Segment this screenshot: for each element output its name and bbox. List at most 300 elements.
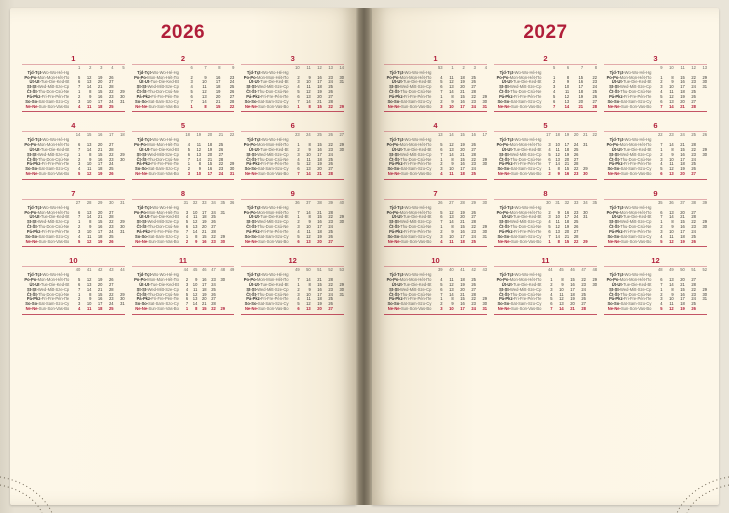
- day-number: 28: [211, 301, 216, 307]
- day-label: Čt-Št-Thu-Don-Csú-Ne: [26, 156, 70, 162]
- day-number: 14: [449, 151, 454, 157]
- week-number: 3: [100, 65, 103, 70]
- day-number: 19: [564, 151, 570, 157]
- day-number: 16: [97, 93, 103, 99]
- day-number: 1: [550, 277, 553, 283]
- day-number: [476, 172, 487, 177]
- month-number: 6: [653, 121, 658, 131]
- day-number: 21: [97, 214, 103, 220]
- week-number: 30: [108, 199, 114, 205]
- month-table: [384, 66, 487, 109]
- day-number: 1: [660, 74, 663, 80]
- day-number: 7: [440, 151, 443, 157]
- day-number: [225, 240, 234, 245]
- day-number: 13: [669, 277, 674, 283]
- day-number: 27: [691, 98, 696, 104]
- day-number: 9: [451, 228, 454, 234]
- day-number: 10: [449, 233, 454, 239]
- week-number: 36: [229, 199, 235, 205]
- month-rule-top: [384, 266, 487, 267]
- month-rule-top: [494, 199, 597, 200]
- sunday-row: [604, 307, 707, 312]
- day-label: Ne-Ne-Sun-Son-Vas-Bo: [135, 305, 179, 311]
- week-number: 3: [473, 65, 476, 70]
- week-number: 26: [437, 199, 443, 205]
- day-number: 16: [202, 238, 207, 244]
- week-number: 36: [295, 199, 300, 205]
- day-number: 11: [193, 286, 198, 292]
- day-number: 17: [680, 228, 685, 234]
- day-number: 22: [211, 305, 216, 311]
- day-number: 24: [218, 171, 224, 177]
- day-number: 19: [460, 281, 465, 287]
- day-label: Čt-Št-Thu-Don-Csú-Ne: [609, 89, 652, 95]
- day-number: 23: [581, 281, 586, 287]
- day-number: 21: [570, 305, 575, 311]
- day-number: 9: [308, 219, 311, 225]
- day-number: 18: [570, 291, 575, 297]
- day-number: 26: [691, 93, 696, 99]
- week-number: 39: [328, 199, 333, 205]
- month-block-right-6: [604, 121, 707, 179]
- month-block-left-5: [132, 121, 235, 179]
- day-number: 12: [192, 219, 198, 225]
- day-number: 26: [328, 301, 333, 307]
- day-label: Ne-Ne-Sun-Son-Vas-Bo: [497, 305, 542, 311]
- week-number: 13: [437, 132, 443, 138]
- day-number: 3: [185, 209, 189, 215]
- day-number: 11: [196, 142, 202, 148]
- week-number: 47: [581, 267, 586, 273]
- week-number: 21: [218, 132, 224, 138]
- month-table: [494, 133, 597, 176]
- left-page-year: 2026: [160, 22, 206, 43]
- day-number: 6: [440, 84, 443, 90]
- day-label: Ne-Ne-Sun-Son-Vas-Bo: [25, 238, 70, 244]
- day-label: Út-Ut-Tue-Die-Ked-Bt: [139, 214, 179, 220]
- day-number: 30: [702, 151, 707, 157]
- day-number: 17: [207, 171, 213, 177]
- month-number: 8: [543, 188, 548, 198]
- day-number: 26: [108, 238, 114, 244]
- month-block-right-8: [494, 189, 597, 247]
- day-number: 22: [108, 291, 114, 297]
- day-number: 18: [460, 277, 465, 283]
- day-number: 9: [89, 93, 92, 99]
- day-number: 25: [211, 214, 216, 220]
- day-number: 29: [339, 214, 345, 220]
- day-number: 16: [680, 151, 685, 157]
- day-number: 20: [564, 156, 570, 162]
- day-number: 6: [185, 224, 189, 230]
- day-number: 6: [660, 277, 663, 283]
- month-rule-bottom: [241, 179, 344, 180]
- day-number: 15: [460, 156, 465, 162]
- day-number: 18: [680, 233, 685, 239]
- day-number: 3: [190, 79, 193, 85]
- month-block-right-1: [384, 54, 487, 112]
- day-number: 23: [573, 171, 579, 177]
- day-number: 2: [548, 209, 551, 215]
- day-number: 16: [97, 296, 103, 302]
- day-number: 24: [471, 103, 476, 109]
- day-number: 30: [220, 238, 226, 244]
- week-number: 30: [546, 199, 551, 205]
- day-number: 22: [211, 233, 216, 239]
- day-number: 18: [215, 84, 221, 90]
- day-number: 28: [573, 233, 579, 239]
- day-number: 17: [97, 301, 103, 307]
- day-number: 11: [87, 233, 92, 239]
- day-number: 6: [185, 296, 189, 302]
- day-number: 20: [460, 286, 465, 292]
- day-number: [476, 240, 487, 245]
- day-number: 25: [471, 74, 476, 80]
- day-number: 13: [86, 79, 92, 85]
- day-number: 14: [202, 98, 207, 104]
- day-number: 24: [471, 233, 476, 239]
- day-label: Tjd-Tçt-Wo-Wo-Hé-Hg: [609, 137, 652, 143]
- day-number: 26: [592, 93, 597, 99]
- day-label: St-St-Wed-Mitt-Sze-Cp: [246, 286, 289, 292]
- day-number: 11: [449, 277, 454, 283]
- day-number: 26: [471, 79, 476, 85]
- day-number: 21: [317, 98, 322, 104]
- day-number: 2: [660, 224, 663, 230]
- day-number: 7: [440, 89, 443, 95]
- day-number: 6: [190, 93, 193, 99]
- day-number: 20: [680, 98, 685, 104]
- month-table: [241, 133, 344, 176]
- week-number: 10: [669, 65, 674, 70]
- day-label: Út-Ut-Tue-Die-Ked-Bt: [611, 146, 652, 152]
- day-number: 2: [297, 74, 300, 80]
- month-block-left-6: [241, 121, 344, 179]
- day-label: St-St-Wed-Mitt-Sze-Cp: [246, 219, 289, 225]
- day-number: 23: [691, 79, 696, 85]
- day-number: 1: [660, 219, 663, 225]
- day-number: 6: [660, 209, 663, 215]
- month-rule-bottom: [604, 111, 707, 112]
- month-block-right-4: [384, 121, 487, 179]
- day-number: 18: [317, 228, 322, 234]
- day-label: Pá-Pkz-Fri-Fre-Pén-Пe: [246, 93, 289, 99]
- day-number: 3: [78, 301, 81, 307]
- day-label: Po-Po-Mon-Mon-Hét-Пo: [243, 277, 289, 283]
- day-number: 16: [317, 74, 322, 80]
- month-rule-top: [494, 64, 597, 65]
- day-label: Pá-Pkz-Fri-Fre-Pén-Пe: [389, 93, 432, 99]
- day-label: St-St-Wed-Mitt-Sze-Cp: [499, 84, 542, 90]
- week-number: 28: [86, 199, 92, 205]
- day-label: Ne-Ne-Sun-Son-Vas-Bo: [244, 171, 289, 177]
- day-label: Tjd-Tçt-Wo-Wo-Hé-Hg: [389, 137, 432, 143]
- day-number: 2: [185, 277, 189, 283]
- day-number: 9: [566, 79, 570, 85]
- day-number: 4: [553, 89, 556, 95]
- day-number: 19: [97, 74, 103, 80]
- day-number: 10: [669, 228, 674, 234]
- day-number: [333, 172, 344, 177]
- day-number: [696, 240, 707, 245]
- day-number: 15: [460, 296, 465, 302]
- day-number: 14: [306, 277, 311, 283]
- day-number: 18: [97, 103, 103, 109]
- day-number: 28: [471, 89, 476, 95]
- day-number: 19: [215, 89, 221, 95]
- day-number: 4: [297, 228, 300, 234]
- quarter-row: [22, 121, 344, 179]
- day-number: 20: [202, 296, 207, 302]
- week-number: 49: [229, 267, 235, 273]
- day-number: 18: [578, 89, 584, 95]
- book-spine: [356, 8, 372, 505]
- day-number: 6: [78, 281, 81, 287]
- day-number: 2: [78, 224, 81, 230]
- day-number: 31: [702, 296, 707, 302]
- week-number: 32: [564, 199, 570, 205]
- week-number: 20: [573, 132, 579, 138]
- day-number: 9: [671, 79, 674, 85]
- day-number: 19: [202, 219, 207, 225]
- day-number: 5: [185, 291, 189, 297]
- day-number: 28: [471, 151, 476, 157]
- day-number: 8: [195, 305, 198, 311]
- day-label: Út-Ut-Tue-Die-Ked-Bt: [248, 281, 289, 287]
- day-number: 25: [328, 296, 333, 302]
- day-number: 20: [207, 151, 213, 157]
- day-label: So-So-Sat-Sam-Szo-Cy: [607, 301, 652, 307]
- day-number: 23: [592, 79, 597, 85]
- month-rule-top: [22, 266, 125, 267]
- day-label: So-So-Sat-Sam-Szo-Cy: [25, 233, 70, 239]
- day-number: 12: [449, 281, 454, 287]
- day-number: 23: [471, 161, 476, 167]
- day-number: 22: [471, 93, 476, 99]
- day-label: Po-Po-Mon-Mon-Hét-Пo: [496, 209, 542, 215]
- day-number: 25: [691, 161, 696, 167]
- day-number: 10: [669, 156, 674, 162]
- day-number: 2: [78, 296, 81, 302]
- month-rule-top: [604, 199, 707, 200]
- day-number: [114, 172, 125, 177]
- day-number: 23: [108, 93, 114, 99]
- day-number: 3: [440, 233, 443, 239]
- day-label: Tjd-Tçt-Wo-Wo-Hé-Hg: [609, 204, 652, 210]
- day-number: 16: [317, 146, 322, 152]
- day-number: 21: [317, 209, 322, 215]
- month-table: [494, 268, 597, 311]
- month-table: [494, 66, 597, 109]
- day-number: 23: [573, 209, 579, 215]
- day-number: 6: [550, 301, 553, 307]
- day-number: 22: [573, 238, 579, 244]
- day-number: 7: [548, 233, 551, 239]
- month-block-right-2: [494, 54, 597, 112]
- day-number: 13: [202, 93, 207, 99]
- day-number: 5: [440, 281, 443, 287]
- left-page: [10, 8, 356, 505]
- day-number: 11: [306, 228, 311, 234]
- week-number: 31: [120, 199, 125, 205]
- month-block-right-11: [494, 256, 597, 314]
- day-number: 14: [86, 146, 92, 152]
- day-number: 3: [548, 214, 551, 220]
- day-number: 17: [202, 209, 207, 215]
- week-number: 14: [339, 65, 345, 70]
- day-number: 29: [482, 93, 487, 99]
- day-label: So-So-Sat-Sam-Szo-Cy: [607, 166, 652, 172]
- day-number: 7: [660, 142, 663, 148]
- day-label: Čt-Št-Thu-Don-Csú-Ne: [499, 89, 542, 95]
- month-number: 11: [541, 256, 550, 266]
- month-table: [22, 201, 125, 244]
- day-number: 9: [89, 156, 92, 162]
- month-rule-top: [241, 64, 344, 65]
- day-number: 18: [202, 214, 207, 220]
- day-number: 22: [328, 142, 333, 148]
- week-number: 1: [451, 65, 454, 70]
- day-number: 24: [691, 84, 696, 90]
- day-number: 5: [440, 79, 443, 85]
- day-label: Ne-Ne-Sun-Son-Vas-Bo: [244, 238, 289, 244]
- week-number: 10: [295, 65, 300, 70]
- week-number: 17: [546, 132, 551, 138]
- day-number: 8: [671, 74, 674, 80]
- week-number: 26: [702, 132, 707, 138]
- day-number: 24: [328, 224, 333, 230]
- day-number: 28: [108, 286, 114, 292]
- day-number: 19: [97, 277, 103, 283]
- day-number: 22: [218, 161, 224, 167]
- day-label: Po-Po-Mon-Mon-Hét-Пo: [243, 209, 289, 215]
- quarter-row: [384, 189, 707, 247]
- day-label: Pá-Pkz-Fri-Fre-Pén-Пe: [136, 296, 179, 302]
- day-number: 21: [97, 286, 103, 292]
- day-number: 21: [460, 151, 465, 157]
- day-number: 8: [561, 277, 564, 283]
- day-number: 14: [449, 291, 454, 297]
- month-block-left-1: [22, 54, 125, 112]
- day-number: 10: [306, 291, 311, 297]
- day-number: 23: [211, 277, 216, 283]
- day-number: 5: [190, 89, 193, 95]
- day-number: 18: [97, 166, 103, 172]
- month-rule-top: [241, 131, 344, 132]
- week-number: 8: [218, 65, 221, 70]
- week-number: 2: [89, 65, 92, 70]
- sunday-row: [494, 240, 597, 245]
- day-number: 9: [308, 74, 311, 80]
- day-number: 23: [229, 74, 235, 80]
- week-number: 12: [317, 65, 322, 70]
- sunday-row: [604, 105, 707, 110]
- day-number: 13: [306, 93, 311, 99]
- day-number: 21: [215, 98, 221, 104]
- day-label: So-So-Sat-Sam-Szo-Cy: [244, 301, 289, 307]
- day-number: 17: [317, 79, 322, 85]
- day-number: 3: [660, 156, 663, 162]
- day-number: 30: [702, 291, 707, 297]
- day-number: 9: [204, 74, 207, 80]
- day-number: 2: [297, 219, 300, 225]
- week-number: 22: [592, 132, 597, 138]
- month-rule-bottom: [494, 314, 597, 315]
- day-number: 29: [482, 296, 487, 302]
- day-number: 14: [306, 171, 311, 177]
- week-number: 38: [691, 199, 696, 205]
- week-number: 35: [592, 199, 597, 205]
- day-number: 21: [680, 103, 685, 109]
- day-number: 17: [680, 296, 685, 302]
- day-number: 20: [460, 146, 465, 152]
- day-number: 1: [78, 89, 81, 95]
- month-rule-bottom: [241, 111, 344, 112]
- month-rule-top: [22, 131, 125, 132]
- week-number: 35: [657, 199, 663, 205]
- week-number: 17: [108, 132, 114, 138]
- month-table: [604, 66, 707, 109]
- month-table: [22, 66, 125, 109]
- day-number: 22: [328, 214, 333, 220]
- week-number: 34: [211, 199, 216, 205]
- day-number: 7: [550, 305, 553, 311]
- day-number: 18: [564, 219, 570, 225]
- day-number: 20: [460, 214, 465, 220]
- month-rule-top: [132, 131, 235, 132]
- day-number: 24: [691, 228, 696, 234]
- day-number: 2: [553, 79, 556, 85]
- day-number: 7: [440, 291, 443, 297]
- day-number: 26: [573, 224, 579, 230]
- day-number: 14: [306, 209, 311, 215]
- day-number: 31: [482, 233, 487, 239]
- day-number: 7: [78, 286, 81, 292]
- day-number: 22: [592, 74, 597, 80]
- day-label: Pá-Pkz-Fri-Fre-Pén-Пe: [499, 228, 542, 234]
- day-label: Ne-Ne-Sun-Son-Vas-Bo: [387, 103, 432, 109]
- day-label: Ne-Ne-Sun-Son-Vas-Bo: [497, 238, 542, 244]
- day-number: 17: [317, 151, 322, 157]
- day-label: St-St-Wed-Mitt-Sze-Cp: [609, 151, 652, 157]
- day-number: 13: [555, 228, 560, 234]
- day-label: Pá-Pkz-Fri-Fre-Pén-Пe: [136, 161, 179, 167]
- month-rule-bottom: [384, 314, 487, 315]
- day-number: 10: [196, 171, 202, 177]
- day-number: 17: [97, 161, 103, 167]
- week-number: 39: [437, 267, 443, 273]
- day-number: 9: [198, 166, 202, 172]
- day-number: 15: [317, 214, 322, 220]
- month-rule-bottom: [132, 179, 235, 180]
- day-number: 1: [440, 156, 443, 162]
- day-number: 3: [660, 84, 663, 90]
- day-number: 4: [440, 238, 443, 244]
- day-number: 16: [460, 98, 465, 104]
- day-number: 4: [190, 84, 193, 90]
- day-number: 31: [229, 171, 235, 177]
- day-number: 24: [471, 166, 476, 172]
- day-number: 8: [557, 166, 560, 172]
- day-number: 30: [120, 156, 125, 162]
- day-number: 22: [108, 89, 114, 95]
- day-number: [114, 105, 125, 110]
- day-label: Čt-Št-Thu-Don-Csú-Ne: [499, 156, 542, 162]
- month-rule-bottom: [384, 246, 487, 247]
- day-number: 3: [78, 98, 81, 104]
- sunday-row: [132, 172, 235, 177]
- day-number: 12: [555, 224, 560, 230]
